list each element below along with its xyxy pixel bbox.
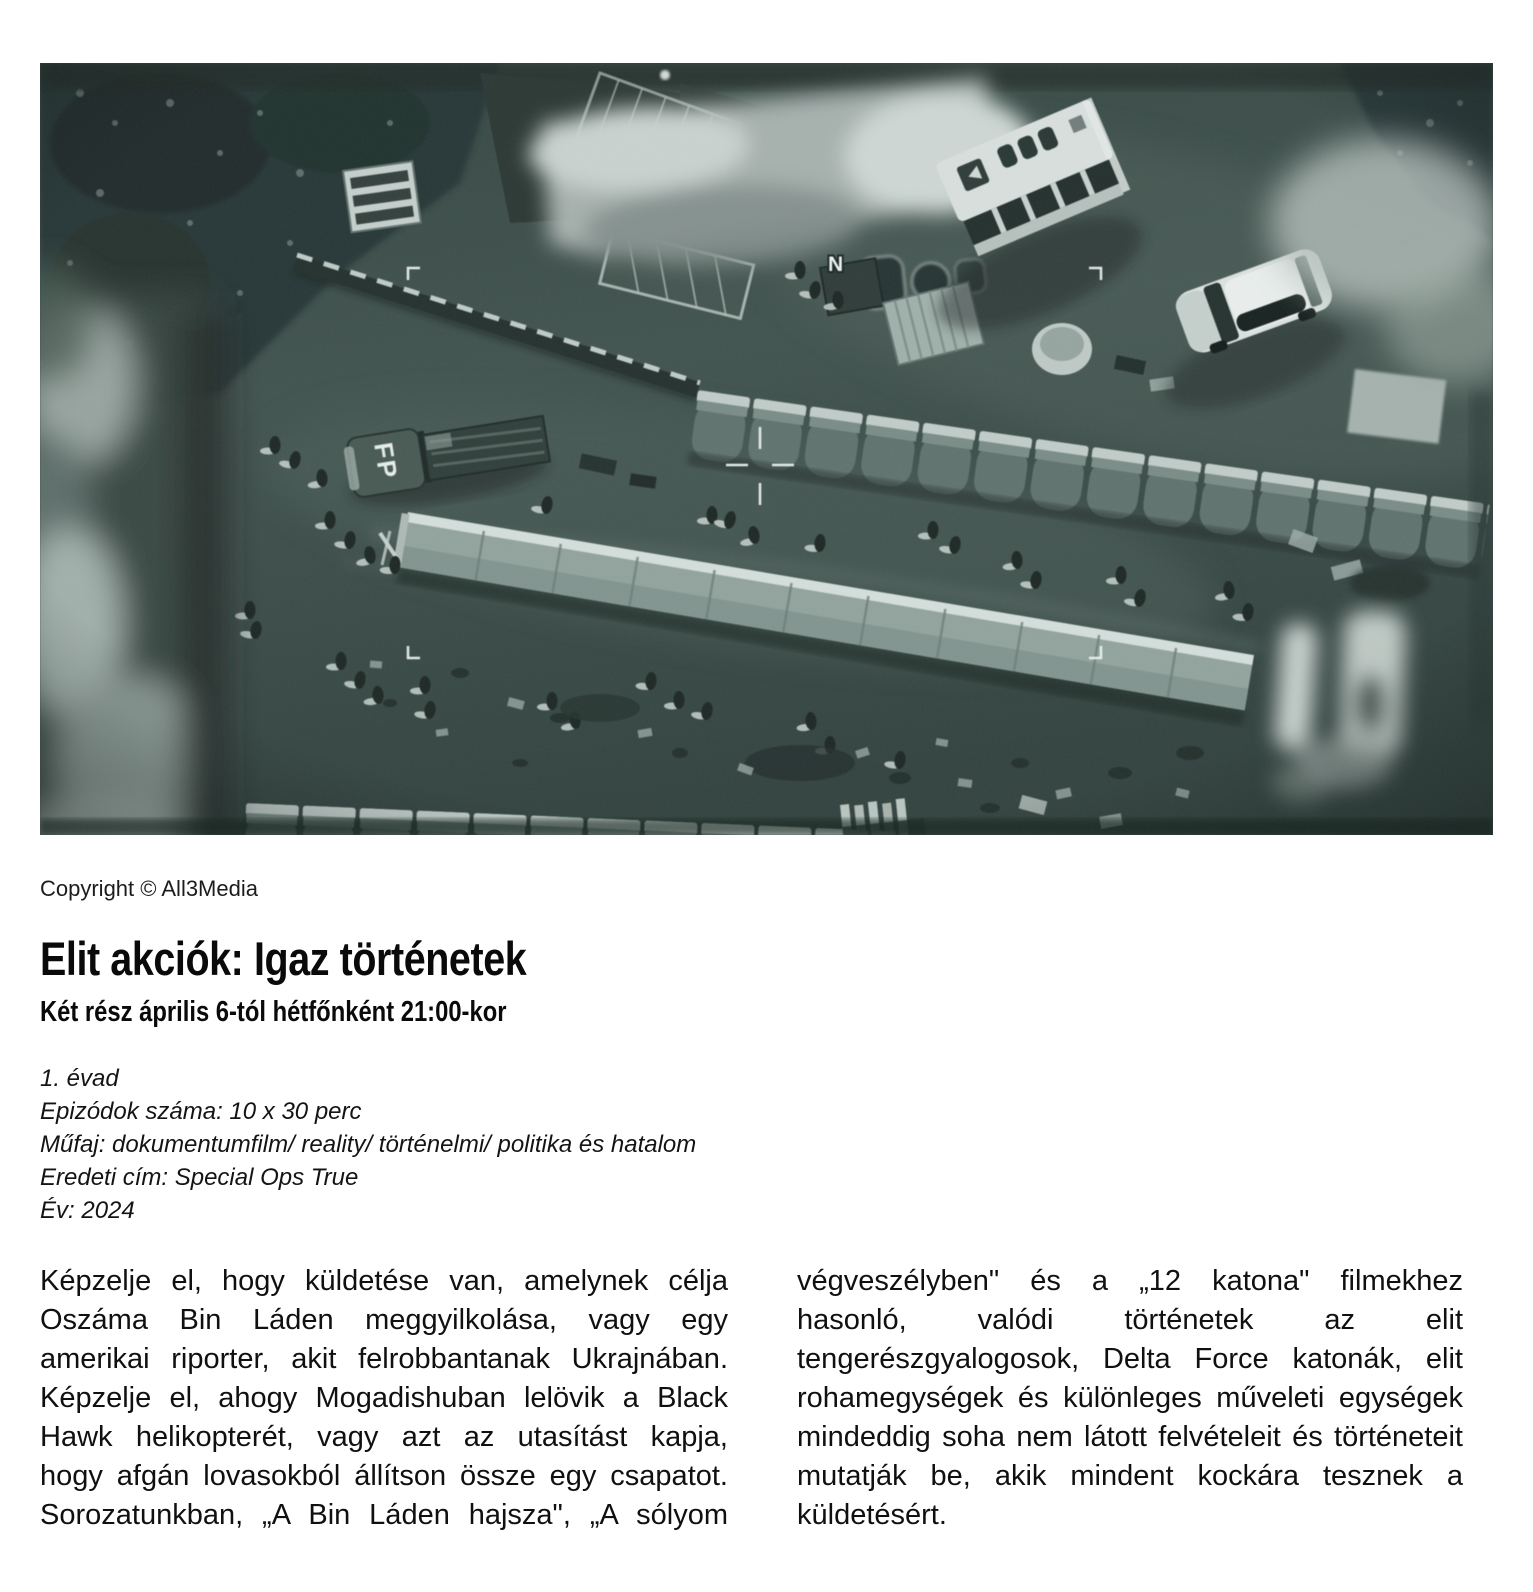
copyright-line: Copyright © All3Media [40, 876, 258, 901]
detail-original-title: Eredeti cím: Special Ops True [40, 1164, 359, 1191]
program-details [40, 1062, 696, 1227]
surveillance-photo [40, 63, 1493, 835]
page-subtitle: Két rész április 6-tól hétfőnként 21:00-kor [40, 996, 507, 1028]
detail-episodes: Epizódok száma: 10 x 30 perc [40, 1098, 362, 1125]
detail-genre: Műfaj: dokumentumfilm/ reality/ történelmi/ politika és hatalom [40, 1131, 697, 1158]
detail-year: Év: 2024 [40, 1197, 135, 1224]
film-grain [40, 63, 1493, 835]
aerial-photo [40, 63, 1493, 835]
detail-season: 1. évad [40, 1065, 119, 1092]
body-column-right: végveszélyben" és a „12 katona" filmekhez hasonló, valódi történetek az elit tengerészgyalogosok, Delta Force katonák, elit rohamegységek és különleges műveleti egységek mindeddig soha nem látott felvételeit és történeteit mutatják be, akik mindent kockára tesznek a küldetésért. [797, 1265, 1463, 1531]
body-column-left: Képzelje el, hogy küldetése van, amelynek célja Oszáma Bin Láden meggyilkolása, vagy egy amerikai riporter, akit felrobbantanak Ukrajnában. Képzelje el, ahogy Mogadishuban lelövik a Black Hawk helikopterét, vagy azt az utasítást kapja, hogy afgán lovasokból állítson össze egy csapatot. Sorozatunkban, „A Bin Láden hajsza", „A sólyom [40, 1265, 728, 1531]
page-title: Elit akciók: Igaz történetek [40, 932, 527, 985]
